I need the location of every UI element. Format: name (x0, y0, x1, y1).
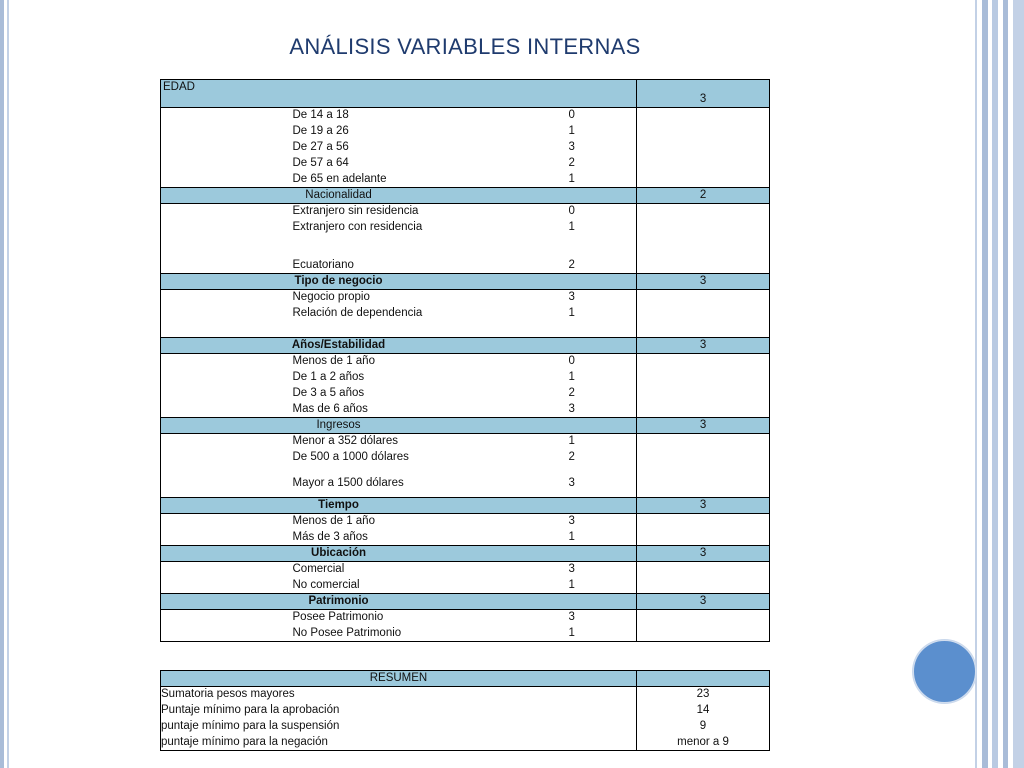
left-border-bar (0, 0, 4, 768)
summary-header-row (161, 671, 770, 687)
item-label: Negocio propio (293, 290, 569, 306)
item-points: 1 (568, 370, 575, 383)
item-spacer (161, 562, 293, 578)
item-label: De 14 a 18 (293, 108, 569, 124)
section-header-row (161, 594, 770, 610)
item-row (161, 530, 770, 546)
summary-label: puntaje mínimo para la suspensión (161, 719, 637, 735)
page-title: ANÁLISIS VARIABLES INTERNAS (289, 34, 641, 59)
item-spacer (161, 172, 293, 188)
item-total-cell (637, 578, 770, 594)
summary-label: Puntaje mínimo para la aprobación (161, 703, 637, 719)
section-total: 3 (637, 274, 770, 290)
item-total-cell (637, 258, 770, 274)
summary-row (161, 719, 770, 735)
left-border-bar-inner (7, 0, 9, 768)
item-row (161, 306, 770, 338)
summary-row (161, 687, 770, 703)
summary-label: Sumatoria pesos mayores (161, 687, 637, 703)
section-name: Años/Estabilidad (161, 338, 637, 354)
section-name: Ubicación (161, 546, 637, 562)
item-spacer (161, 610, 293, 626)
section-total: 2 (637, 188, 770, 204)
item-label: Relación de dependencia (292, 306, 423, 319)
right-border-bar-5 (1013, 0, 1024, 768)
item-total-cell (637, 220, 770, 258)
item-points: 2 (568, 386, 575, 399)
item-spacer (161, 258, 293, 274)
item-points: 2 (568, 258, 575, 271)
item-label: De 500 a 1000 dólares (292, 450, 409, 463)
item-spacer (161, 402, 293, 418)
item-row (161, 108, 770, 124)
section-name: Nacionalidad (161, 188, 637, 204)
item-points: 0 (569, 354, 637, 370)
item-spacer (161, 530, 293, 546)
item-points: 1 (568, 220, 575, 233)
item-points: 1 (568, 172, 575, 185)
item-spacer (161, 290, 293, 306)
item-points: 3 (569, 610, 637, 626)
item-row (161, 156, 770, 172)
section-header-row (161, 498, 770, 514)
item-points: 0 (569, 204, 637, 220)
item-label: Mas de 6 años (292, 402, 368, 415)
summary-value: 9 (637, 719, 770, 735)
item-spacer (161, 354, 293, 370)
item-row (161, 562, 770, 578)
item-total-cell (637, 108, 770, 124)
item-spacer (161, 514, 293, 530)
section-total: 3 (637, 80, 770, 108)
item-label: De 1 a 2 años (292, 370, 365, 383)
item-total-cell (637, 626, 770, 642)
item-spacer (161, 124, 293, 140)
item-label: De 19 a 26 (292, 124, 349, 137)
item-row (161, 258, 770, 274)
item-row (161, 402, 770, 418)
item-label: Ecuatoriano (292, 258, 354, 271)
section-header-row (161, 80, 770, 108)
item-points: 3 (568, 140, 575, 153)
item-total-cell (637, 354, 770, 370)
right-border-bar-4 (1003, 0, 1008, 768)
item-spacer (161, 434, 293, 450)
summary-value: menor a 9 (637, 735, 770, 751)
item-row (161, 124, 770, 140)
right-border-bar-2 (982, 0, 988, 768)
item-points: 3 (569, 514, 637, 530)
item-spacer (161, 220, 293, 258)
item-spacer (161, 156, 293, 172)
section-total: 3 (637, 546, 770, 562)
item-row (161, 290, 770, 306)
item-points: 1 (568, 124, 575, 137)
item-total-cell (637, 434, 770, 450)
item-spacer (161, 578, 293, 594)
item-total-cell (637, 204, 770, 220)
item-total-cell (637, 562, 770, 578)
item-spacer (161, 204, 293, 220)
item-points: 1 (568, 306, 575, 319)
item-row (161, 476, 770, 498)
item-spacer (161, 140, 293, 156)
section-header-row (161, 338, 770, 354)
item-label: No Posee Patrimonio (293, 626, 569, 642)
item-points: 2 (568, 450, 575, 463)
item-row (161, 626, 770, 642)
section-total: 3 (637, 498, 770, 514)
item-spacer (161, 306, 293, 338)
section-header-row (161, 274, 770, 290)
item-spacer (161, 626, 293, 642)
summary-row (161, 703, 770, 719)
item-spacer (161, 370, 293, 386)
item-total-cell (637, 172, 770, 188)
section-name: Tiempo (161, 498, 637, 514)
item-label: De 57 a 64 (292, 156, 349, 169)
item-total-cell (637, 610, 770, 626)
item-row (161, 610, 770, 626)
item-label: No comercial (292, 578, 360, 591)
summary-table (160, 670, 770, 751)
item-points: 0 (569, 108, 637, 124)
item-total-cell (637, 386, 770, 402)
item-total-cell (637, 402, 770, 418)
section-total: 3 (637, 594, 770, 610)
item-row (161, 450, 770, 476)
item-row (161, 514, 770, 530)
item-label: De 3 a 5 años (292, 386, 365, 399)
summary-header-value (637, 671, 770, 687)
section-total: 3 (637, 418, 770, 434)
item-total-cell (637, 140, 770, 156)
section-header-row (161, 418, 770, 434)
item-points: 1 (569, 434, 637, 450)
item-label: De 27 a 56 (292, 140, 349, 153)
section-name: Patrimonio (161, 594, 637, 610)
summary-row (161, 735, 770, 751)
item-row (161, 578, 770, 594)
item-label: Posee Patrimonio (293, 610, 569, 626)
summary-value: 14 (637, 703, 770, 719)
item-row (161, 386, 770, 402)
item-label: Comercial (293, 562, 569, 578)
item-label: Menos de 1 año (293, 354, 569, 370)
item-points: 3 (568, 402, 575, 415)
item-row (161, 370, 770, 386)
summary-header: RESUMEN (161, 671, 637, 687)
item-points: 3 (569, 290, 637, 306)
item-total-cell (637, 450, 770, 476)
item-row (161, 172, 770, 188)
item-row (161, 140, 770, 156)
item-spacer (161, 386, 293, 402)
summary-value: 23 (637, 687, 770, 703)
item-label: Extranjero sin residencia (293, 204, 569, 220)
item-total-cell (637, 306, 770, 338)
item-points: 2 (568, 156, 575, 169)
right-border-bar-1 (975, 0, 977, 768)
item-spacer (161, 476, 293, 498)
item-points: 1 (568, 530, 575, 543)
item-spacer (161, 108, 293, 124)
section-header-row (161, 188, 770, 204)
item-total-cell (637, 290, 770, 306)
right-border-bar-3 (992, 0, 998, 768)
item-total-cell (637, 156, 770, 172)
item-points: 1 (569, 626, 637, 642)
section-header-row (161, 546, 770, 562)
variables-table (160, 79, 770, 642)
item-total-cell (637, 514, 770, 530)
item-spacer (161, 450, 293, 476)
item-row (161, 434, 770, 450)
item-row (161, 204, 770, 220)
item-total-cell (637, 476, 770, 498)
item-label: Extranjero con residencia (292, 220, 423, 233)
item-row (161, 354, 770, 370)
section-name: EDAD (161, 80, 637, 108)
decorative-circle (913, 640, 976, 703)
item-points: 3 (568, 476, 575, 489)
item-total-cell (637, 370, 770, 386)
item-label: Mayor a 1500 dólares (292, 476, 404, 489)
section-total: 3 (637, 338, 770, 354)
section-name: Tipo de negocio (161, 274, 637, 290)
item-label: Menor a 352 dólares (293, 434, 569, 450)
item-total-cell (637, 530, 770, 546)
item-points: 1 (568, 578, 575, 591)
item-label: De 65 en adelante (292, 172, 387, 185)
item-row (161, 220, 770, 258)
item-total-cell (637, 124, 770, 140)
summary-label: puntaje mínimo para la negación (161, 735, 637, 751)
section-name: Ingresos (161, 418, 637, 434)
item-label: Más de 3 años (292, 530, 368, 543)
item-label: Menos de 1 año (293, 514, 569, 530)
item-points: 3 (569, 562, 637, 578)
